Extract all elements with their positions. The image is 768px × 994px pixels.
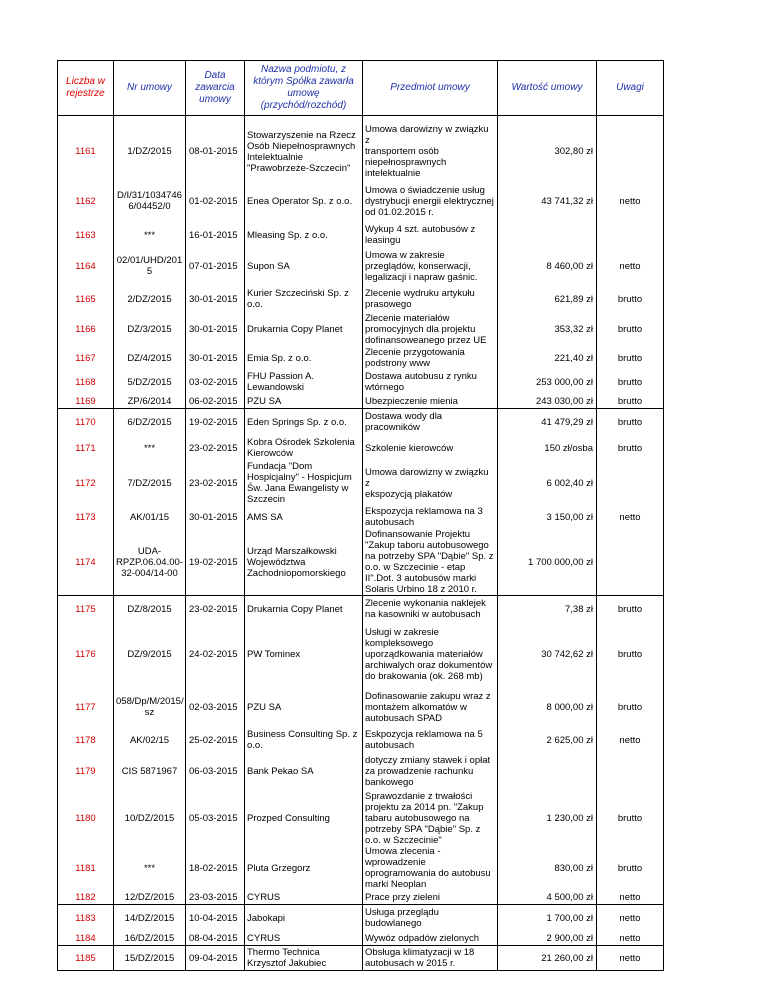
party-name: Prozped Consulting — [245, 790, 363, 846]
contract-note: netto — [597, 505, 664, 529]
contract-date: 23-02-2015 — [186, 435, 245, 461]
contract-note — [597, 124, 664, 179]
row-number: 1171 — [58, 435, 114, 461]
contract-subject: Obsługa klimatyzacji w 18 autobusach w 2015 r. — [363, 946, 498, 971]
contract-note — [597, 752, 664, 790]
table-row — [58, 790, 664, 846]
contract-date: 08-04-2015 — [186, 931, 245, 946]
row-number: 1174 — [58, 529, 114, 596]
contract-subject: Usługa przeglądu budowlanego — [363, 905, 498, 932]
table-row — [58, 890, 664, 905]
contract-date: 23-03-2015 — [186, 890, 245, 905]
contract-note: netto — [597, 247, 664, 285]
party-name: CYRUS — [245, 890, 363, 905]
row-number: 1179 — [58, 752, 114, 790]
contract-note — [597, 461, 664, 505]
row-number: 1170 — [58, 409, 114, 436]
row-number: 1178 — [58, 728, 114, 752]
row-number: 1162 — [58, 179, 114, 223]
table-row — [58, 686, 664, 728]
row-number: 1172 — [58, 461, 114, 505]
contract-subject: Ubezpieczenie mienia — [363, 394, 498, 409]
header-nr-umowy: Nr umowy — [114, 61, 186, 116]
row-number: 1173 — [58, 505, 114, 529]
row-number: 1182 — [58, 890, 114, 905]
contract-number: 5/DZ/2015 — [114, 370, 186, 394]
contract-number: 15/DZ/2015 — [114, 946, 186, 971]
contract-date: 30-01-2015 — [186, 346, 245, 370]
contract-subject: Dostawa autobusu z rynku wtórnego — [363, 370, 498, 394]
contract-note: netto — [597, 890, 664, 905]
table-row — [58, 313, 664, 346]
contract-note: netto — [597, 946, 664, 971]
contract-date: 02-03-2015 — [186, 686, 245, 728]
contract-number: AK/02/15 — [114, 728, 186, 752]
header-gap-row — [58, 116, 664, 125]
contract-date: 01-02-2015 — [186, 179, 245, 223]
table-row — [58, 346, 664, 370]
contract-date: 18-02-2015 — [186, 846, 245, 890]
contract-note: brutto — [597, 686, 664, 728]
contract-number: 7/DZ/2015 — [114, 461, 186, 505]
party-name: Business Consulting Sp. z o.o. — [245, 728, 363, 752]
table-row — [58, 505, 664, 529]
header-wartosc-umowy: Wartość umowy — [498, 61, 597, 116]
contract-subject: Zlecenie przygotowania podstrony www — [363, 346, 498, 370]
table-row — [58, 409, 664, 436]
party-name: Urząd Marszałkowski Województwa Zachodniopomorskiego — [245, 529, 363, 596]
header-uwagi: Uwagi — [597, 61, 664, 116]
party-name: Supon SA — [245, 247, 363, 285]
table-row — [58, 946, 664, 971]
contract-subject: Ekspozycja reklamowa na 3 autobusach — [363, 505, 498, 529]
party-name: Eden Springs Sp. z o.o. — [245, 409, 363, 436]
contract-number: 16/DZ/2015 — [114, 931, 186, 946]
row-number: 1167 — [58, 346, 114, 370]
header-row — [58, 61, 664, 116]
contract-date: 05-03-2015 — [186, 790, 245, 846]
contract-number: 12/DZ/2015 — [114, 890, 186, 905]
party-name: Stowarzyszenie na Rzecz Osób Niepełnosprawnych Intelektualnie "Prawobrzeże-Szczecin" — [245, 124, 363, 179]
contract-date: 19-02-2015 — [186, 409, 245, 436]
contract-number: ZP/6/2014 — [114, 394, 186, 409]
contract-subject: Sprawozdanie z trwałości projektu za 2014 pn. "Zakup tabaru autobusowego na potrzeby SPA "Dąbie" Sp. z o.o. w Szczecinie" — [363, 790, 498, 846]
table-row — [58, 752, 664, 790]
contract-value: 302,80 zł — [498, 124, 597, 179]
contract-value: 8 000,00 zł — [498, 686, 597, 728]
contract-note: netto — [597, 905, 664, 932]
header-data-zawarcia: Data zawarcia umowy — [186, 61, 245, 116]
contract-subject: Umowa zlecenia - wprowadzenie oprogramowania do autobusu marki Neoplan — [363, 846, 498, 890]
contract-value: 43 741,32 zł — [498, 179, 597, 223]
contracts-register-sheet — [57, 60, 663, 971]
contract-date: 10-04-2015 — [186, 905, 245, 932]
contract-value: 8 460,00 zł — [498, 247, 597, 285]
contract-date: 06-03-2015 — [186, 752, 245, 790]
contract-date: 16-01-2015 — [186, 223, 245, 247]
contract-number: D/I/31/1034746 6/04452/0 — [114, 179, 186, 223]
contract-number: DZ/3/2015 — [114, 313, 186, 346]
contract-subject: Szkolenie kierowców — [363, 435, 498, 461]
contract-note — [597, 529, 664, 596]
contract-date: 09-04-2015 — [186, 946, 245, 971]
contract-number: DZ/4/2015 — [114, 346, 186, 370]
contract-value: 41 479,29 zł — [498, 409, 597, 436]
party-name: Kurier Szczeciński Sp. z o.o. — [245, 285, 363, 313]
contract-date: 08-01-2015 — [186, 124, 245, 179]
contract-number: 6/DZ/2015 — [114, 409, 186, 436]
contract-value — [498, 752, 597, 790]
table-row — [58, 905, 664, 932]
contract-date: 19-02-2015 — [186, 529, 245, 596]
contract-date: 07-01-2015 — [186, 247, 245, 285]
row-number: 1164 — [58, 247, 114, 285]
contract-subject: dotyczy zmiany stawek i opłat za prowadzenie rachunku bankowego — [363, 752, 498, 790]
contract-note: netto — [597, 179, 664, 223]
contract-subject: Usługi w zakresie kompleksowego uporządkowania materiałów archiwalych oraz dokumentów do brakowania (ok. 268 mb) — [363, 622, 498, 686]
contract-value — [498, 223, 597, 247]
contract-note: netto — [597, 931, 664, 946]
contract-note: brutto — [597, 622, 664, 686]
contract-value: 150 zł/osba — [498, 435, 597, 461]
contract-subject: Zlecenie wydruku artykułu prasowego — [363, 285, 498, 313]
party-name: Fundacja "Dom Hospicjalny" - Hospicjum Św. Jana Ewangelisty w Szczecin — [245, 461, 363, 505]
contract-number: CIS 5871967 — [114, 752, 186, 790]
row-number: 1177 — [58, 686, 114, 728]
contract-value: 2 625,00 zł — [498, 728, 597, 752]
party-name: PZU SA — [245, 394, 363, 409]
contract-subject: Wywóz odpadów zielonych — [363, 931, 498, 946]
table-row — [58, 394, 664, 409]
contract-subject: Dostawa wody dla pracowników — [363, 409, 498, 436]
table-row — [58, 846, 664, 890]
row-number: 1181 — [58, 846, 114, 890]
contracts-table — [57, 60, 664, 971]
contract-value: 830,00 zł — [498, 846, 597, 890]
contract-note: brutto — [597, 313, 664, 346]
contract-number: *** — [114, 223, 186, 247]
party-name: Bank Pekao SA — [245, 752, 363, 790]
contract-number: 02/01/UHD/201 5 — [114, 247, 186, 285]
contract-value: 1 700 000,00 zł — [498, 529, 597, 596]
contract-note: brutto — [597, 285, 664, 313]
table-row — [58, 223, 664, 247]
header-nazwa-podmiotu: Nazwa podmiotu, z którym Spółka zawarła umowę (przychód/rozchód) — [245, 61, 363, 116]
contract-value: 253 000,00 zł — [498, 370, 597, 394]
contract-value: 1 230,00 zł — [498, 790, 597, 846]
party-name: AMS SA — [245, 505, 363, 529]
contract-subject: Dofinansowanie Projektu "Zakup taboru autobusowego na potrzeby SPA "Dąbie" Sp. z o.o. w Szczecinie - etap II".Dot. 3 autobusów marki Solaris Urbino 18 z 2010 r. — [363, 529, 498, 596]
table-row — [58, 596, 664, 623]
contract-number: UDA- RPZP.06.04.00- 32-004/14-00 — [114, 529, 186, 596]
contract-note: brutto — [597, 346, 664, 370]
row-number: 1176 — [58, 622, 114, 686]
contract-number: 14/DZ/2015 — [114, 905, 186, 932]
contract-date: 30-01-2015 — [186, 313, 245, 346]
contract-subject: Eskpozycja reklamowa na 5 autobusach — [363, 728, 498, 752]
row-number: 1163 — [58, 223, 114, 247]
contract-subject: Umowa o świadczenie usług dystrybucji energii elektrycznej od 01.02.2015 r. — [363, 179, 498, 223]
contract-note: brutto — [597, 370, 664, 394]
row-number: 1161 — [58, 124, 114, 179]
contract-number: 058/Dp/M/2015/ sz — [114, 686, 186, 728]
contract-value: 6 002,40 zł — [498, 461, 597, 505]
row-number: 1185 — [58, 946, 114, 971]
contract-date: 23-02-2015 — [186, 461, 245, 505]
contract-date: 23-02-2015 — [186, 596, 245, 623]
contract-value: 621,89 zł — [498, 285, 597, 313]
party-name: PW Tominex — [245, 622, 363, 686]
contract-value: 221,40 zł — [498, 346, 597, 370]
table-row — [58, 529, 664, 596]
row-number: 1169 — [58, 394, 114, 409]
party-name: Jabokapi — [245, 905, 363, 932]
party-name: Mleasing Sp. z o.o. — [245, 223, 363, 247]
contract-subject: Zlecenie wykonania naklejek na kasowniki w autobusach — [363, 596, 498, 623]
contract-value: 3 150,00 zł — [498, 505, 597, 529]
party-name: Kobra Ośrodek Szkolenia Kierowców — [245, 435, 363, 461]
table-row — [58, 931, 664, 946]
contract-value: 21 260,00 zł — [498, 946, 597, 971]
contract-date: 03-02-2015 — [186, 370, 245, 394]
contract-subject: Prace przy zieleni — [363, 890, 498, 905]
contract-note: brutto — [597, 409, 664, 436]
contract-note: brutto — [597, 394, 664, 409]
row-number: 1180 — [58, 790, 114, 846]
contract-date: 25-02-2015 — [186, 728, 245, 752]
party-name: Enea Operator Sp. z o.o. — [245, 179, 363, 223]
contract-note: brutto — [597, 790, 664, 846]
table-row — [58, 124, 664, 179]
contract-number: *** — [114, 435, 186, 461]
table-row — [58, 435, 664, 461]
row-number: 1168 — [58, 370, 114, 394]
header-przedmiot-umowy: Przedmiot umowy — [363, 61, 498, 116]
contract-number: AK/01/15 — [114, 505, 186, 529]
contract-number: *** — [114, 846, 186, 890]
contract-value: 4 500,00 zł — [498, 890, 597, 905]
table-row — [58, 179, 664, 223]
row-number: 1183 — [58, 905, 114, 932]
contract-note: brutto — [597, 846, 664, 890]
party-name: PZU SA — [245, 686, 363, 728]
party-name: Drukarnia Copy Planet — [245, 596, 363, 623]
row-number: 1166 — [58, 313, 114, 346]
table-row — [58, 622, 664, 686]
contract-value: 30 742,62 zł — [498, 622, 597, 686]
table-row — [58, 728, 664, 752]
row-number: 1175 — [58, 596, 114, 623]
contract-value: 353,32 zł — [498, 313, 597, 346]
table-row — [58, 370, 664, 394]
party-name: Emia Sp. z o.o. — [245, 346, 363, 370]
contract-note: netto — [597, 728, 664, 752]
table-row — [58, 247, 664, 285]
contract-date: 30-01-2015 — [186, 285, 245, 313]
contract-value: 1 700,00 zł — [498, 905, 597, 932]
contract-value: 243 030,00 zł — [498, 394, 597, 409]
contract-number: 2/DZ/2015 — [114, 285, 186, 313]
contract-subject: Umowa darowizny w związku z ekspozycją plakatów — [363, 461, 498, 505]
contract-subject: Umowa w zakresie przeglądów, konserwacji, legalizacji i napraw gaśnic. — [363, 247, 498, 285]
party-name: Thermo Technica Krzysztof Jakubiec — [245, 946, 363, 971]
contract-number: DZ/8/2015 — [114, 596, 186, 623]
contract-number: DZ/9/2015 — [114, 622, 186, 686]
contract-note — [597, 223, 664, 247]
contract-note: brutto — [597, 596, 664, 623]
contract-subject: Zlecenie materiałów promocyjnych dla projektu dofinansoweanego przez UE — [363, 313, 498, 346]
header-liczba: Liczba w rejestrze — [58, 61, 114, 116]
contract-date: 06-02-2015 — [186, 394, 245, 409]
contract-date: 24-02-2015 — [186, 622, 245, 686]
contract-number: 10/DZ/2015 — [114, 790, 186, 846]
row-number: 1184 — [58, 931, 114, 946]
party-name: FHU Passion A. Lewandowski — [245, 370, 363, 394]
row-number: 1165 — [58, 285, 114, 313]
contract-date: 30-01-2015 — [186, 505, 245, 529]
party-name: Pluta Grzegorz — [245, 846, 363, 890]
table-row — [58, 461, 664, 505]
party-name: CYRUS — [245, 931, 363, 946]
contract-subject: Umowa darowizny w związku z transportem osób niepełnosprawnych intelektualnie — [363, 124, 498, 179]
contract-note: brutto — [597, 435, 664, 461]
party-name: Drukarnia Copy Planet — [245, 313, 363, 346]
contract-number: 1/DZ/2015 — [114, 124, 186, 179]
table-row — [58, 285, 664, 313]
contract-value: 7,38 zł — [498, 596, 597, 623]
contract-value: 2 900,00 zł — [498, 931, 597, 946]
contract-subject: Wykup 4 szt. autobusów z leasingu — [363, 223, 498, 247]
contract-subject: Dofinasowanie zakupu wraz z montażem alkomatów w autobusach SPAD — [363, 686, 498, 728]
